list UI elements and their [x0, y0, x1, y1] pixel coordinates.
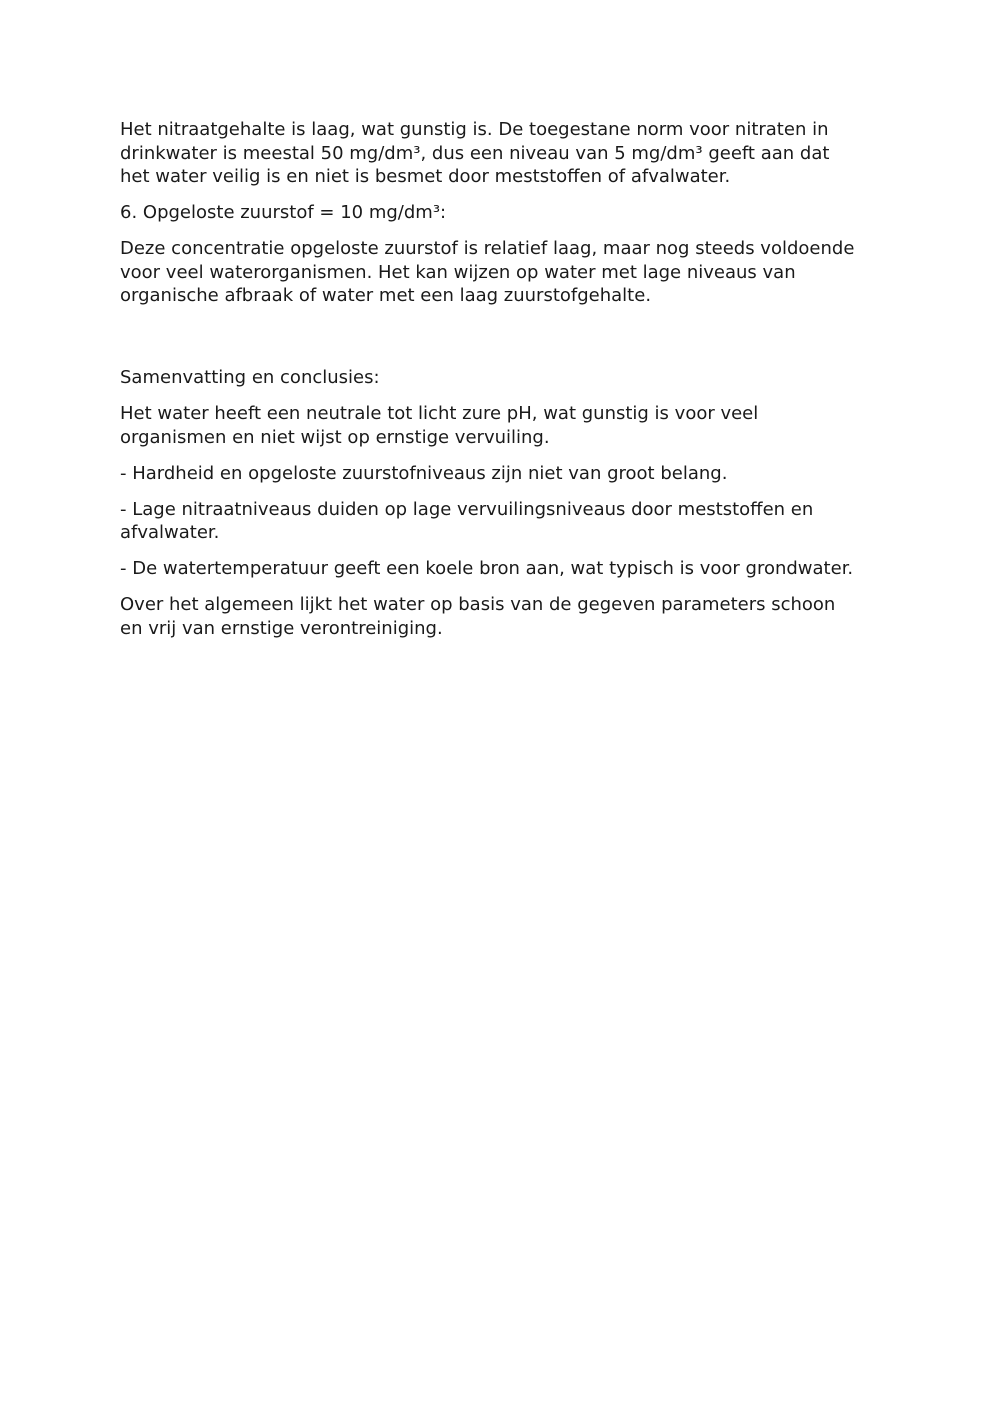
section-heading-summary [120, 366, 890, 390]
text-line: Deze concentratie opgeloste zuurstof is relatief laag, maar nog steeds voldoende [120, 238, 855, 259]
text-line: voor veel waterorganismen. Het kan wijzen op water met lage niveaus van [120, 261, 796, 283]
text-line: en vrij van ernstige verontreiniging. [120, 617, 443, 639]
text-line: Het nitraatgehalte is laag, wat gunstig is. De toegestane norm voor nitraten in [120, 119, 829, 140]
text-line: organismen en niet wijst op ernstige vervuiling. [120, 426, 550, 448]
text-line: - De watertemperatuur geeft een koele bron aan, wat typisch is voor grondwater. [120, 558, 854, 579]
text-line: het water veilig is en niet is besmet door meststoffen of afvalwater. [120, 166, 731, 187]
paragraph-oxygen-text [120, 237, 890, 308]
list-item-temperature [120, 557, 890, 581]
section-heading-dissolved-oxygen [120, 201, 890, 225]
list-item-nitrate [120, 498, 890, 545]
paragraph-nitrate-text [120, 118, 890, 189]
text-line: - Hardheid en opgeloste zuurstofniveaus zijn niet van groot belang. [120, 462, 728, 484]
text-line: Het water heeft een neutrale tot licht zure pH, wat gunstig is voor veel [120, 403, 759, 424]
paragraph-spacer [120, 320, 890, 366]
text-line: afvalwater. [120, 522, 220, 543]
text-line: Samenvatting en conclusies: [120, 367, 380, 388]
text-line: 6. Opgeloste zuurstof = 10 mg/dm³: [120, 202, 447, 223]
paragraph-summary-ph [120, 402, 890, 449]
paragraph-summary-overall [120, 593, 890, 640]
text-line: Over het algemeen lijkt het water op basis van de gegeven parameters schoon [120, 594, 836, 615]
text-line: organische afbraak of water met een laag zuurstofgehalte. [120, 285, 652, 306]
text-line: - Lage nitraatniveaus duiden op lage vervuilingsniveaus door meststoffen en [120, 498, 814, 520]
document-body [120, 118, 890, 653]
text-line: drinkwater is meestal 50 mg/dm³, dus een niveau van 5 mg/dm³ geeft aan dat [120, 142, 830, 164]
list-item-hardness [120, 462, 890, 486]
